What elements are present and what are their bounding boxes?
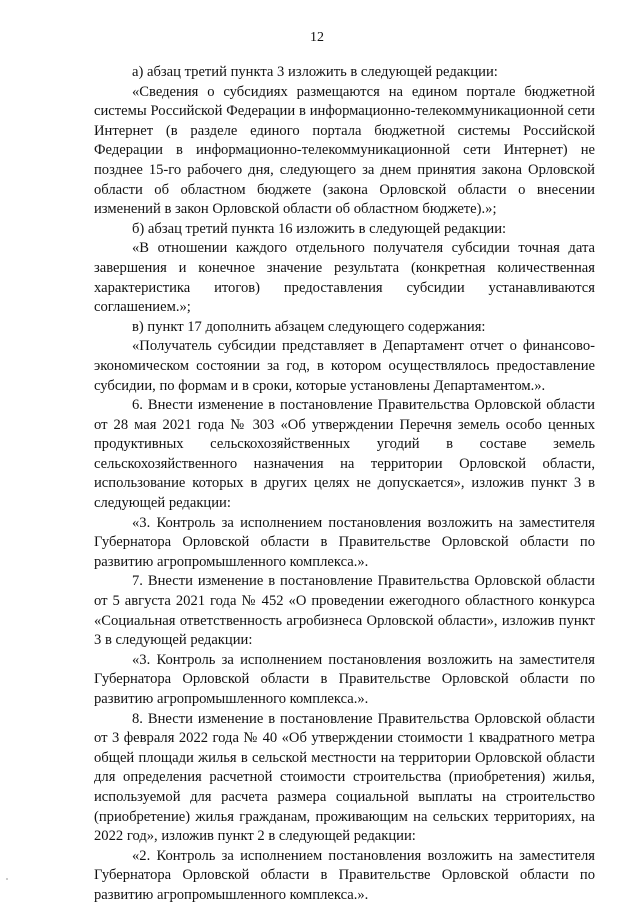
paragraph-quote-item-7: «3. Контроль за исполнением постановления возложить на заместителя Губернатора Орловской области в Правительстве Орловской области по развитию агропромышленного комплекса.». xyxy=(94,651,595,707)
paragraph-subitem-a: а) абзац третий пункта 3 изложить в следующей редакции: xyxy=(132,64,498,80)
paragraph-item-6: 6. Внести изменение в постановление Правительства Орловской области от 28 мая 2021 года № 303 «Об утверждении Перечня земель особо ценных продуктивных сельскохозяйственных угодий в составе земель сельскохозяйственного назначения на территории Орловской области, использование которых в других целях не допускается», изложив пункт 3 в следующей редакции: xyxy=(94,397,595,512)
paragraph-quote-recipient-date: «В отношении каждого отдельного получателя субсидии точная дата завершения и конечное значение результата (конкретная количественная характеристика итогов) предоставления субсидии устанавливаются соглашением.»; xyxy=(94,240,595,316)
paragraph-item-8: 8. Внести изменение в постановление Правительства Орловской области от 3 февраля 2022 года № 40 «Об утверждении стоимости 1 квадратного метра общей площади жилья в сельской местности на территории Орловской области для определения расчетной стоимости строительства (приобретения) жилья, используемой для расчета размера социальной выплаты на строительство (приобретение) жилья гражданам, проживающим на сельских территориях, на 2022 год», изложив пункт 2 в следующей редакции: xyxy=(94,710,595,845)
page-number: 12 xyxy=(310,30,324,45)
scan-artifact xyxy=(6,878,8,880)
paragraph-quote-report: «Получатель субсидии представляет в Департамент отчет о финансово-экономическом состоянии за год, в котором осуществлялось предоставление субсидии, по формам и в сроки, которые установлены Департаментом.». xyxy=(94,338,595,394)
paragraph-subitem-c: в) пункт 17 дополнить абзацем следующего содержания: xyxy=(132,318,486,335)
paragraph-item-7: 7. Внести изменение в постановление Правительства Орловской области от 5 августа 2021 года № 452 «О проведении ежегодного областного конкурса «Социальная ответственность агробизнеса Орловской области», изложив пункт 3 в следующей редакции: xyxy=(94,573,595,649)
paragraph-subitem-b: б) абзац третий пункта 16 изложить в следующей редакции: xyxy=(132,220,507,237)
paragraph-quote-subsidy-info: «Сведения о субсидиях размещаются на едином портале бюджетной системы Российской Федерации в информационно-телекоммуникационной сети Интернет (в разделе единого портала бюджетной системы Российской Федерации в информационно-телекоммуникационной сети Интернет) не позднее 15-го рабочего дня, следующего за днем принятия закона Орловской области об областном бюджете (закона Орловской области о внесении изменений в закон Орловской области об областном бюджете).»; xyxy=(94,83,595,218)
document-body xyxy=(94,63,595,906)
paragraph-quote-item-6: «3. Контроль за исполнением постановления возложить на заместителя Губернатора Орловской области в Правительстве Орловской области по развитию агропромышленного комплекса.». xyxy=(94,514,595,570)
paragraph-quote-item-8: «2. Контроль за исполнением постановления возложить на заместителя Губернатора Орловской области в Правительстве Орловской области по развитию агропромышленного комплекса.». xyxy=(94,847,595,903)
